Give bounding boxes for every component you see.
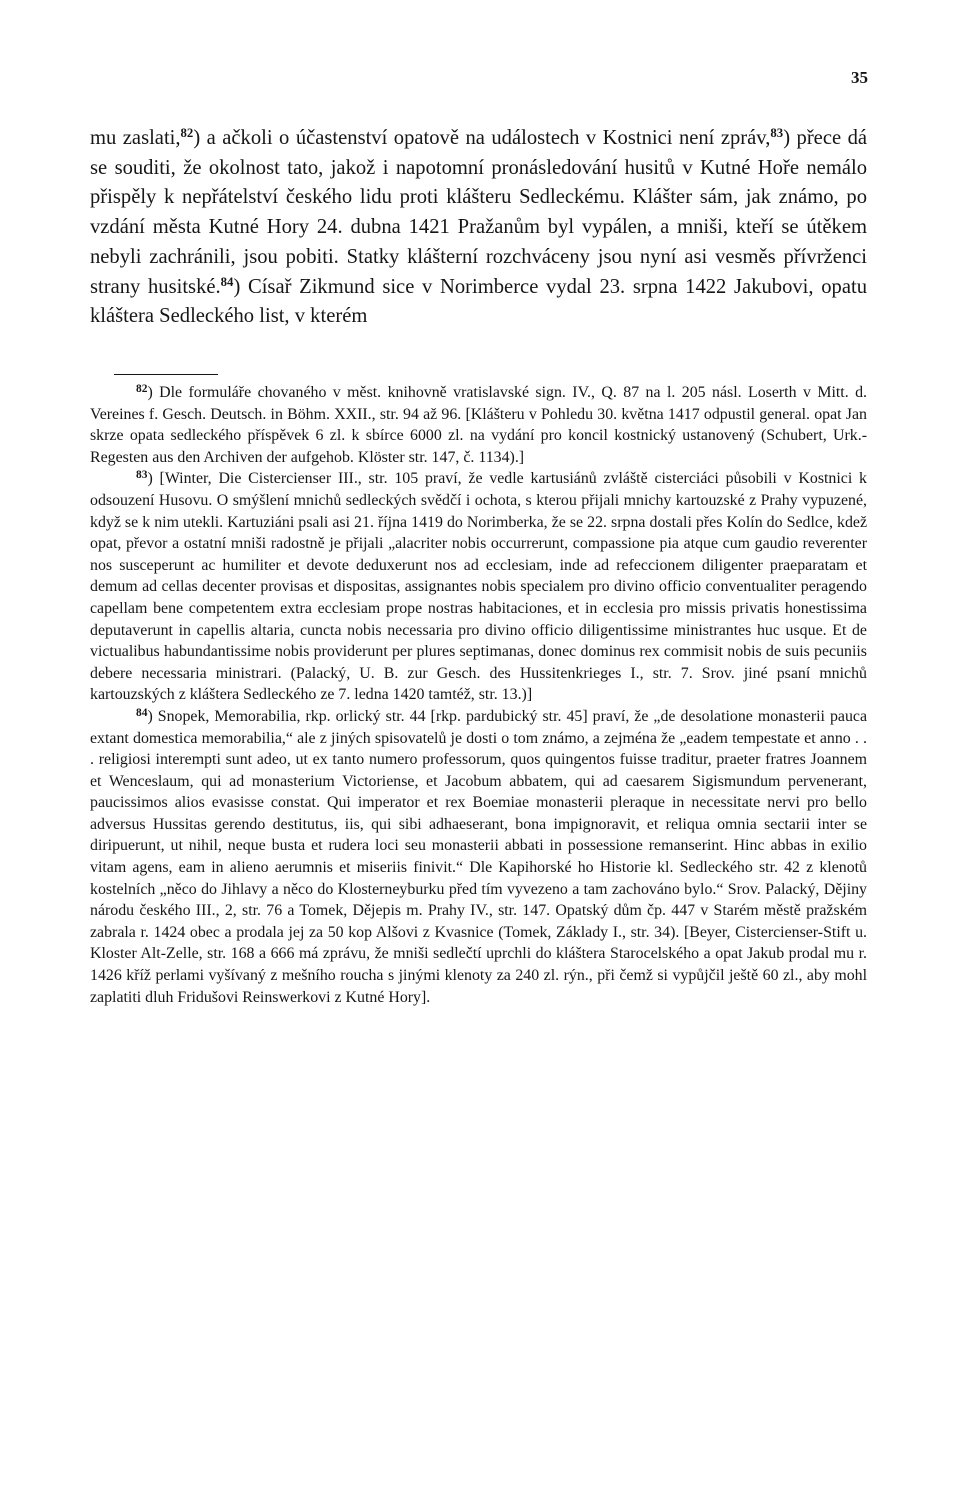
page-number: 35 — [851, 68, 868, 87]
body-text-segment: ) přece dá se souditi, že okolnost tato, jakož i napotomní pronásledování husitů v Kutné Hoře nemálo přispěly k nepřátelství českého lidu proti klášteru Sedleckému. Klášter sám, jak známo, po vzdání města Kutné Hory 24. dubna 1421 Pražanům byl vypálen, a mniši, kteří se útěkem nebyli zachránili, jsou pobiti. Statky klášterní rozchváceny jsou nyní asi vesměs přívrženci strany husitské. — [90, 127, 868, 298]
main-text — [90, 124, 867, 332]
footnote — [90, 706, 867, 1008]
body-text-segment: ) Císař Zikmund sice v Norimberce vydal 23. srpna 1422 Jakubovi, opatu kláštera Sedleckého list, v kterém — [90, 275, 867, 328]
footnote-text: ) Snopek, Memorabilia, rkp. orlický str. 44 [rkp. pardubický str. 45] praví, že „de desolatione monasterii pauca extant domestica memorabilia,“ ale z jiných spisovatelů je dosti o tom známo, a zejména že „eadem tempestate et anno . . . religiosi interempti sunt adeo, ut ex tanto numero professorum, quos quingentos fuisse traditur, praeter fratres Joannem et Wenceslaum, qui ad monasterium Victoriense, et Jacobum abbatem, qui ad caesarem Sigismundum pervenerant, paucissimos alios evasisse constat. Qui imperator et rex Boemiae monasterii pleraque in necessitate nervi pro bello adversus Hussitas gerendo destitutus, iis, qui sibi adhaeserant, bona impignoravit, et reliqua omnia sectarii inter se diripuerunt, ut nihil, neque busta et rudera loci seu monasterii abbati in possessione remanserint. Hinc abbas in exilio vitam agens, eam in alieno aerumnis et miseriis finivit.“ Dle Kapihorské ho Historie kl. Sedleckého str. 42 z klenotů kostelních „něco do Jihlavy a něco do Klosterneyburku před tím vyvezeno a tam zachováno bylo.“ Srov. Palacký, Dějiny národu českého III., 2, str. 76 a Tomek, Dějepis m. Prahy IV., str. 147. Opatský dům čp. 447 v Starém městě pražském zabrala r. 1424 obec a prodala jej za 50 kop Alšovi z Kvasnice (Tomek, Základy I., str. 34). [Beyer, Cistercienser-Stift u. Kloster Alt-Zelle, str. 168 a 666 má zprávu, že mniši sedlečtí uprchli do kláštera Starocelského a opat Jakub prodal mu r. 1426 kříž perlami vyšívaný z mešního roucha s jinými klenoty za 240 zl. rýn., při čemž si vypůjčil ještě 60 zl., aby mohl zaplatiti dluh Fridušovi Reinswerkovi z Kutné Hory]. — [90, 707, 867, 1006]
footnote-reference: 84 — [220, 274, 234, 289]
body-text-segment: ) a ačkoli o účastenství opatově na událostech v Kostnici není zpráv, — [193, 127, 771, 149]
footnote-separator — [114, 374, 218, 375]
footnote-mark: 83 — [136, 469, 148, 482]
footnote-reference: 82 — [180, 125, 194, 140]
footnote — [90, 382, 867, 468]
footnote-text: ) [Winter, Die Cistercienser III., str. 105 praví, že vedle kartusiánů zvláště cisterciáci působili v Kostnici k odsouzení Husovu. O smýšlení mnichů sedleckých svědčí i ochota, s kterou přijali mnichy kartouzské z Prahy vypuzené, když se k nim utekli. Kartuziáni psali asi 21. října 1419 do Norimberka, že se 22. srpna dostali přes Kolín do Sedlce, kdež opat, převor a ostatní mniši radostně je přijali „alacriter nobis occurrerunt, compassione pia atque cum gaudio reverenter nos susceperunt ac humiliter et devote deduxerunt nos ad ecclesiam, inde ad refeccionem diligenter praeparatam et demum ad cellas decenter provisas et dispositas, assignantes nobis specialem pro divino officio conventualiter peragendo capellam bene competentem extra ecclesiam prope nostras habitaciones, et in ecclesia pro missis privatis honestissima deputaverunt in capellis altaria, cuncta nobis necessaria pro divino officio diligentissime ministrantes huc usque. Et de victualibus habundantissime nobis providerunt per plures septimanas, donec dominus rex commisit nobis de suis pecuniis debere necessaria ministrari. (Palacký, U. B. zur Gesch. des Hussitenkrieges I., str. 7. Srov. jiné psaní mnichů kartouzských z kláštera Sedleckého ze 7. ledna 1420 tamtéž, str. 13.)] — [90, 470, 867, 704]
footnotes — [90, 382, 867, 1008]
footnote-reference: 83 — [770, 125, 784, 140]
body-text-segment: mu zaslati, — [90, 127, 181, 149]
footnote-mark: 82 — [136, 382, 148, 395]
footnote-text: ) Dle formuláře chovaného v měst. knihovně vratislavské sign. IV., Q. 87 na l. 205 násl. Loserth v Mitt. d. Vereines f. Gesch. Deutsch. in Böhm. XXII., str. 94 až 96. [Klášteru v Pohledu 30. května 1417 odpustil general. opat Jan skrze opata sedleckého příspěvek 6 zl. k sbírce 6000 zl. na vydání pro koncil kostnický ustanovený (Schubert, Urk.-Regesten aus den Archiven der aufgehob. Klöster str. 147, č. 1134).] — [90, 384, 867, 466]
footnote — [90, 468, 867, 706]
footnote-mark: 84 — [136, 706, 148, 719]
